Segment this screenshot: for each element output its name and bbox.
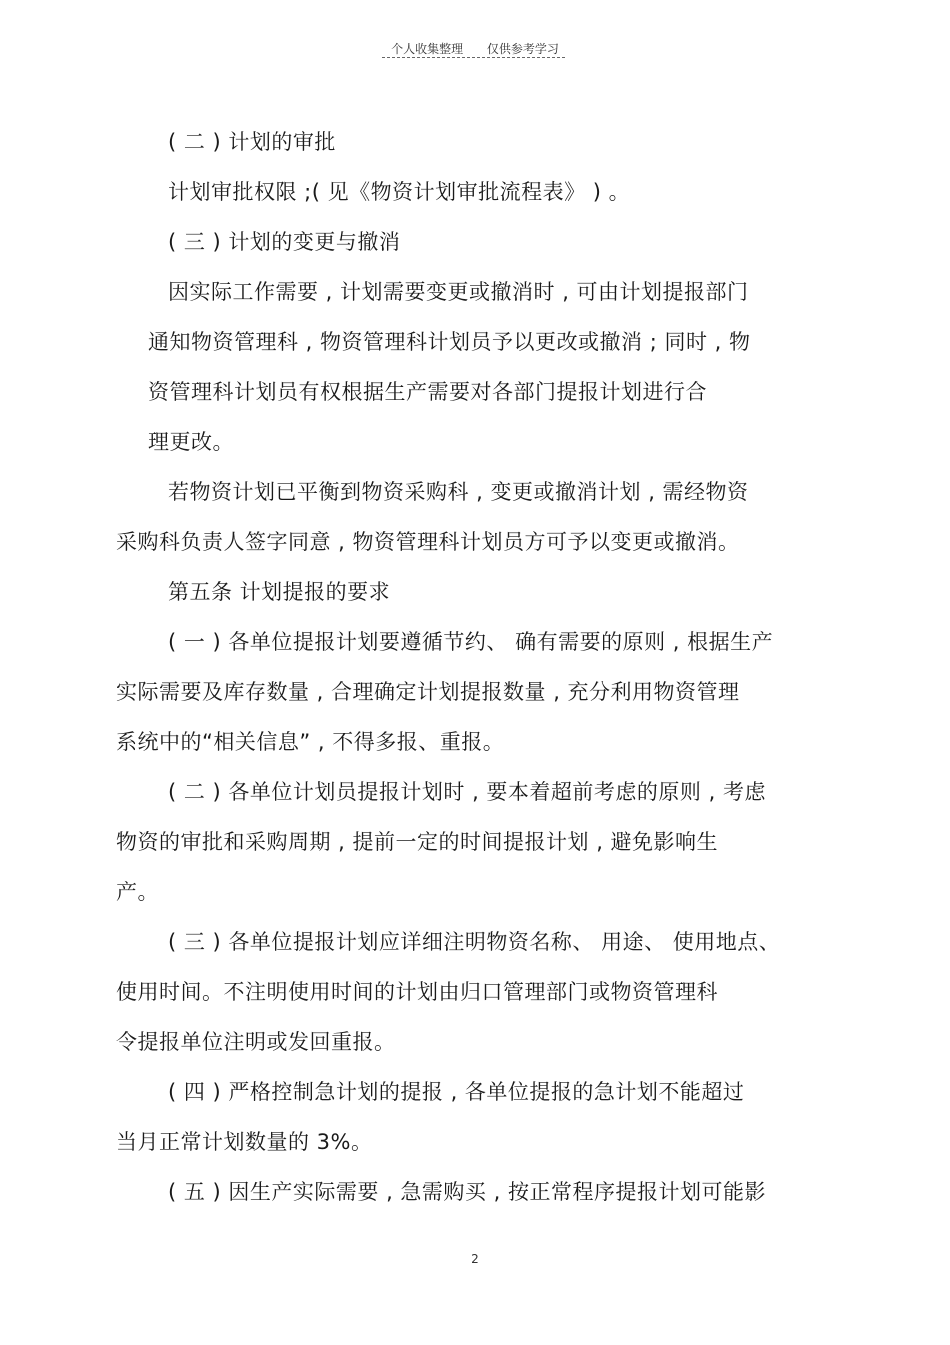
article-heading: 第五条 计划提报的要求	[168, 580, 391, 604]
paragraph-line: 使用时间。不注明使用时间的计划由归口管理部门或物资管理科	[116, 980, 718, 1004]
paragraph-line: 当月正常计划数量的 3%。	[116, 1130, 373, 1154]
header-left-text: 个人收集整理	[391, 42, 464, 56]
header-right-text: 仅供参考学习	[486, 42, 559, 56]
page-number: 2	[471, 1252, 479, 1266]
paragraph-line: ( 五 ) 因生产实际需要 , 急需购买 , 按正常程序提报计划可能影	[168, 1180, 766, 1204]
paragraph-line: 令提报单位注明或发回重报。	[116, 1030, 396, 1054]
paragraph-line: 理更改。	[148, 430, 234, 454]
paragraph-line: 因实际工作需要 , 计划需要变更或撤消时 , 可由计划提报部门	[168, 280, 749, 304]
section-heading-approval: ( 二 ) 计划的审批	[168, 130, 336, 154]
paragraph-line: ( 二 ) 各单位计划员提报计划时 , 要本着超前考虑的原则 , 考虑	[168, 780, 766, 804]
section-heading-change: ( 三 ) 计划的变更与撤消	[168, 230, 401, 254]
paragraph-line: 实际需要及库存数量 , 合理确定计划提报数量 , 充分利用物资管理	[116, 680, 740, 704]
paragraph-line: ( 四 ) 严格控制急计划的提报 , 各单位提报的急计划不能超过	[168, 1080, 745, 1104]
paragraph-line: 采购科负责人签字同意 , 物资管理科计划员方可予以变更或撤消。	[116, 530, 740, 554]
paragraph-line: 资管理科计划员有权根据生产需要对各部门提报计划进行合	[148, 380, 707, 404]
header-rule	[382, 57, 565, 58]
paragraph-line: 系统中的“相关信息” , 不得多报、重报。	[116, 730, 505, 754]
paragraph-line: 物资的审批和采购周期 , 提前一定的时间提报计划 , 避免影响生	[116, 830, 719, 854]
page-header	[0, 40, 950, 57]
paragraph-line: 计划审批权限 ;( 见《物资计划审批流程表》 ) 。	[168, 180, 631, 204]
paragraph-line: 产。	[116, 880, 159, 904]
paragraph-line: ( 三 ) 各单位提报计划应详细注明物资名称、 用途、 使用地点、	[168, 930, 781, 954]
paragraph-line: 通知物资管理科 , 物资管理科计划员予以更改或撤消 ; 同时 , 物	[148, 330, 751, 354]
paragraph-line: 若物资计划已平衡到物资采购科 , 变更或撤消计划 , 需经物资	[168, 480, 749, 504]
paragraph-line: ( 一 ) 各单位提报计划要遵循节约、 确有需要的原则 , 根据生产	[168, 630, 774, 654]
